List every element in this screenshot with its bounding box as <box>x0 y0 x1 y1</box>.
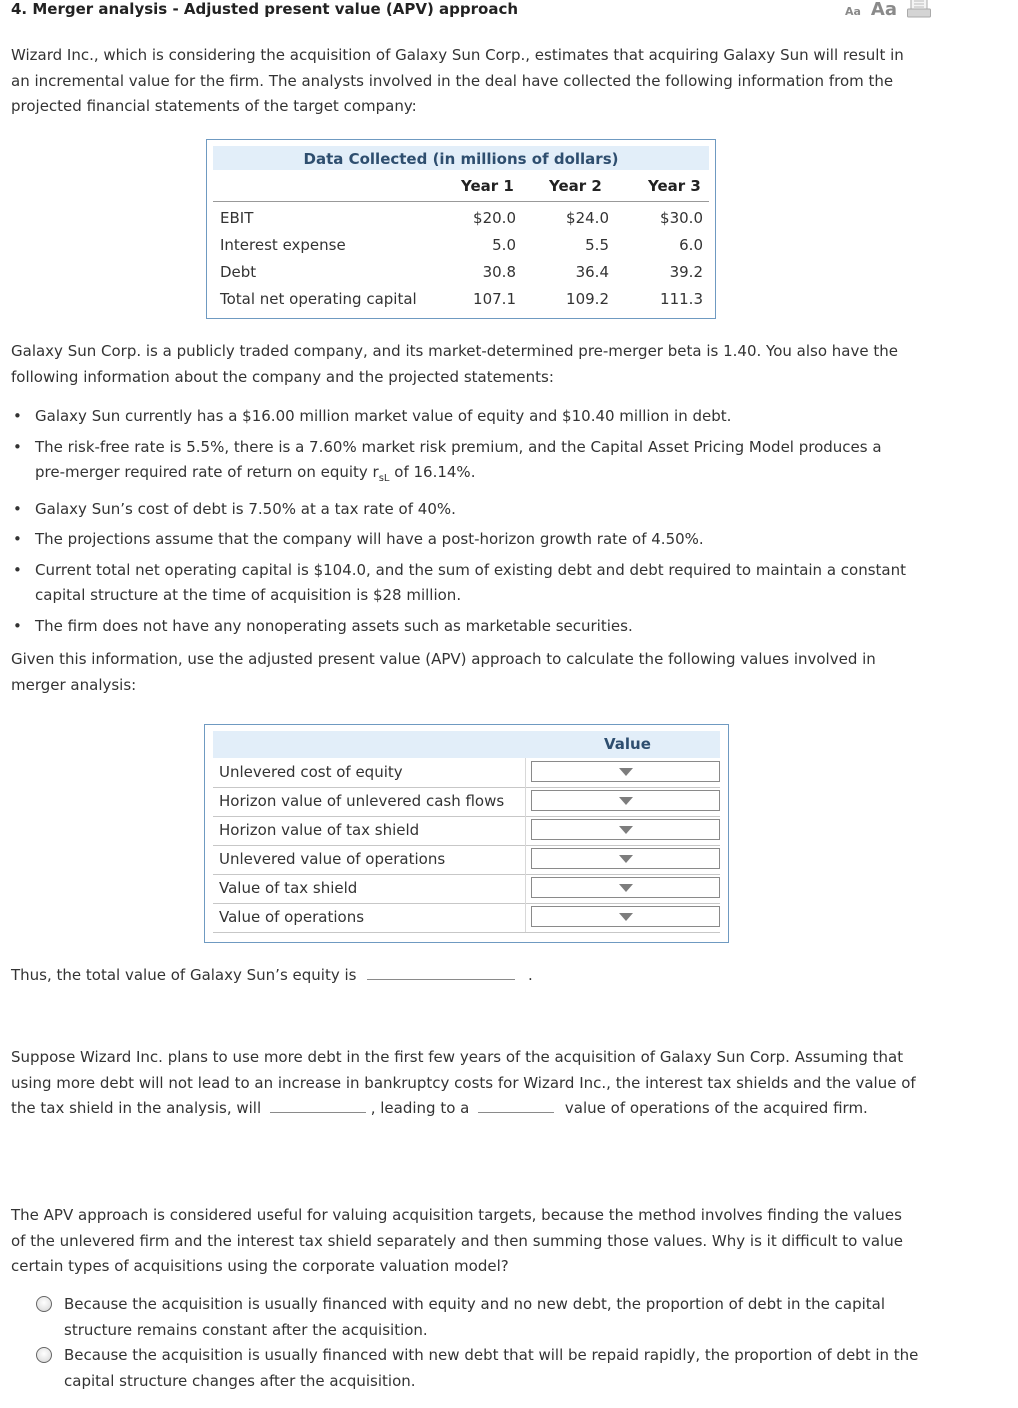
divider <box>525 845 526 874</box>
assumptions-list <box>11 404 911 644</box>
value-dropdown[interactable] <box>531 877 720 898</box>
column-header: Year 3 <box>648 177 701 195</box>
header-divider <box>213 201 709 202</box>
table-row <box>213 874 720 904</box>
debt-text-3: value of operations of the acquired firm. <box>564 1099 868 1117</box>
option-text: Because the acquisition is usually financed with equity and no new debt, the proportion of debt in the capital structure remains constant after the acquisition. <box>64 1295 886 1339</box>
value-dropdown[interactable] <box>531 906 720 927</box>
row-label: Horizon value of unlevered cash flows <box>219 792 505 810</box>
intro-paragraph: Wizard Inc., which is considering the acquisition of Galaxy Sun Corp., estimates that acquiring Galaxy Sun will result in an incremental value for the firm. The analysts involved in the deal have collected the following information from the projected financial statements of the target company: <box>11 46 904 115</box>
value-table-header <box>213 731 720 758</box>
value-table <box>204 724 729 943</box>
toolbar <box>845 0 931 20</box>
column-header: Year 1 <box>461 177 514 195</box>
table-row <box>213 903 720 933</box>
row-label: Value of tax shield <box>219 879 358 897</box>
row-label: Unlevered value of operations <box>219 850 446 868</box>
value-dropdown[interactable] <box>531 790 720 811</box>
font-increase-button[interactable]: Aa <box>870 0 897 20</box>
row-label: Horizon value of tax shield <box>219 821 420 839</box>
list-item: • Galaxy Sun’s cost of debt is 7.50% at a tax rate of 40%. <box>11 497 911 523</box>
value-column-header: Value <box>604 735 651 753</box>
list-item: • The projections assume that the company will have a post-horizon growth rate of 4.50%. <box>11 527 911 553</box>
data-collected-table <box>206 139 716 319</box>
row-label: Unlevered cost of equity <box>219 763 403 781</box>
answer-option[interactable] <box>36 1343 921 1394</box>
subscript: sL <box>378 473 390 484</box>
table-cell: 36.4 <box>575 263 609 281</box>
row-label: Interest expense <box>220 236 346 254</box>
divider <box>525 874 526 903</box>
table-row <box>213 787 720 817</box>
table-row <box>213 816 720 846</box>
radio-button[interactable] <box>36 1296 52 1312</box>
row-label: Debt <box>220 263 257 281</box>
table-cell: $20.0 <box>473 209 516 227</box>
divider <box>525 758 526 787</box>
row-label: EBIT <box>220 209 254 227</box>
question-title: 4. Merger analysis - Adjusted present value (APV) approach <box>11 0 519 18</box>
sentence-period: . <box>528 966 533 984</box>
radio-button[interactable] <box>36 1347 52 1363</box>
question-header <box>11 0 931 22</box>
value-dropdown[interactable] <box>531 848 720 869</box>
value-dropdown[interactable] <box>531 761 720 782</box>
value-change-blank[interactable] <box>478 1112 554 1113</box>
table-cell: 107.1 <box>473 290 516 308</box>
list-item <box>11 435 911 492</box>
table-cell: 39.2 <box>669 263 703 281</box>
list-item: • The firm does not have any nonoperating assets such as marketable securities. <box>11 614 911 640</box>
table-row <box>213 758 720 788</box>
table-caption: Data Collected (in millions of dollars) <box>213 146 709 170</box>
table-cell: 5.0 <box>492 236 516 254</box>
value-dropdown[interactable] <box>531 819 720 840</box>
debt-text-1: Suppose Wizard Inc. plans to use more debt in the first few years of the acquisition of Galaxy Sun Corp. Assuming that using more debt will not lead to an increase in bankruptcy costs for Wizard Inc., the interest tax shields and the value of the tax shield in the analysis, will <box>11 1048 916 1117</box>
list-item: • Current total net operating capital is $104.0, and the sum of existing debt and debt required to maintain a constant capital structure at the time of acquisition is $28 million. <box>11 558 911 609</box>
apv-paragraph: The APV approach is considered useful for valuing acquisition targets, because the method involves finding the values of the unlevered firm and the interest tax shield separately and then summing those values. Why is it difficult to value certain types of acquisitions using the corporate valuation model? <box>11 1206 904 1275</box>
given-paragraph: Given this information, use the adjusted present value (APV) approach to calculate the following values involved in merger analysis: <box>11 650 876 694</box>
table-cell: 111.3 <box>660 290 703 308</box>
divider <box>525 903 526 932</box>
list-item-text: of 16.14%. <box>389 463 476 481</box>
column-header: Year 2 <box>549 177 602 195</box>
row-label: Total net operating capital <box>220 290 417 308</box>
option-text: Because the acquisition is usually financed with new debt that will be repaid rapidly, the proportion of debt in the capital structure changes after the acquisition. <box>64 1346 919 1390</box>
table-cell: 6.0 <box>679 236 703 254</box>
list-item-text: The risk-free rate is 5.5%, there is a 7.60% market risk premium, and the Capital Asset Pricing Model produces a pre-merger required rate of return on equity r <box>35 437 882 481</box>
divider <box>525 787 526 816</box>
divider <box>525 816 526 845</box>
chevron-down-icon <box>619 826 633 834</box>
row-label: Value of operations <box>219 908 365 926</box>
table-cell: $30.0 <box>660 209 703 227</box>
equity-sentence <box>11 963 921 989</box>
debt-text-2: , leading to a <box>370 1099 470 1117</box>
chevron-down-icon <box>619 797 633 805</box>
table-row <box>213 845 720 875</box>
table-cell: 5.5 <box>585 236 609 254</box>
table-cell: 109.2 <box>566 290 609 308</box>
company-paragraph: Galaxy Sun Corp. is a publicly traded company, and its market-determined pre-merger beta is 1.40. You also have the following information about the company and the projected statements: <box>11 342 898 386</box>
equity-sentence-text: Thus, the total value of Galaxy Sun’s equity is <box>11 966 357 984</box>
printer-icon[interactable] <box>907 0 931 18</box>
answer-option[interactable] <box>36 1292 921 1343</box>
font-decrease-button[interactable]: Aa <box>844 5 861 18</box>
chevron-down-icon <box>619 768 633 776</box>
list-item: • Galaxy Sun currently has a $16.00 million market value of equity and $10.40 million in debt. <box>11 404 911 430</box>
table-cell: 30.8 <box>482 263 516 281</box>
table-cell: $24.0 <box>566 209 609 227</box>
equity-value-blank[interactable] <box>367 979 515 980</box>
chevron-down-icon <box>619 884 633 892</box>
chevron-down-icon <box>619 913 633 921</box>
debt-paragraph <box>11 1045 921 1122</box>
chevron-down-icon <box>619 855 633 863</box>
tax-shield-change-blank[interactable] <box>270 1112 366 1113</box>
